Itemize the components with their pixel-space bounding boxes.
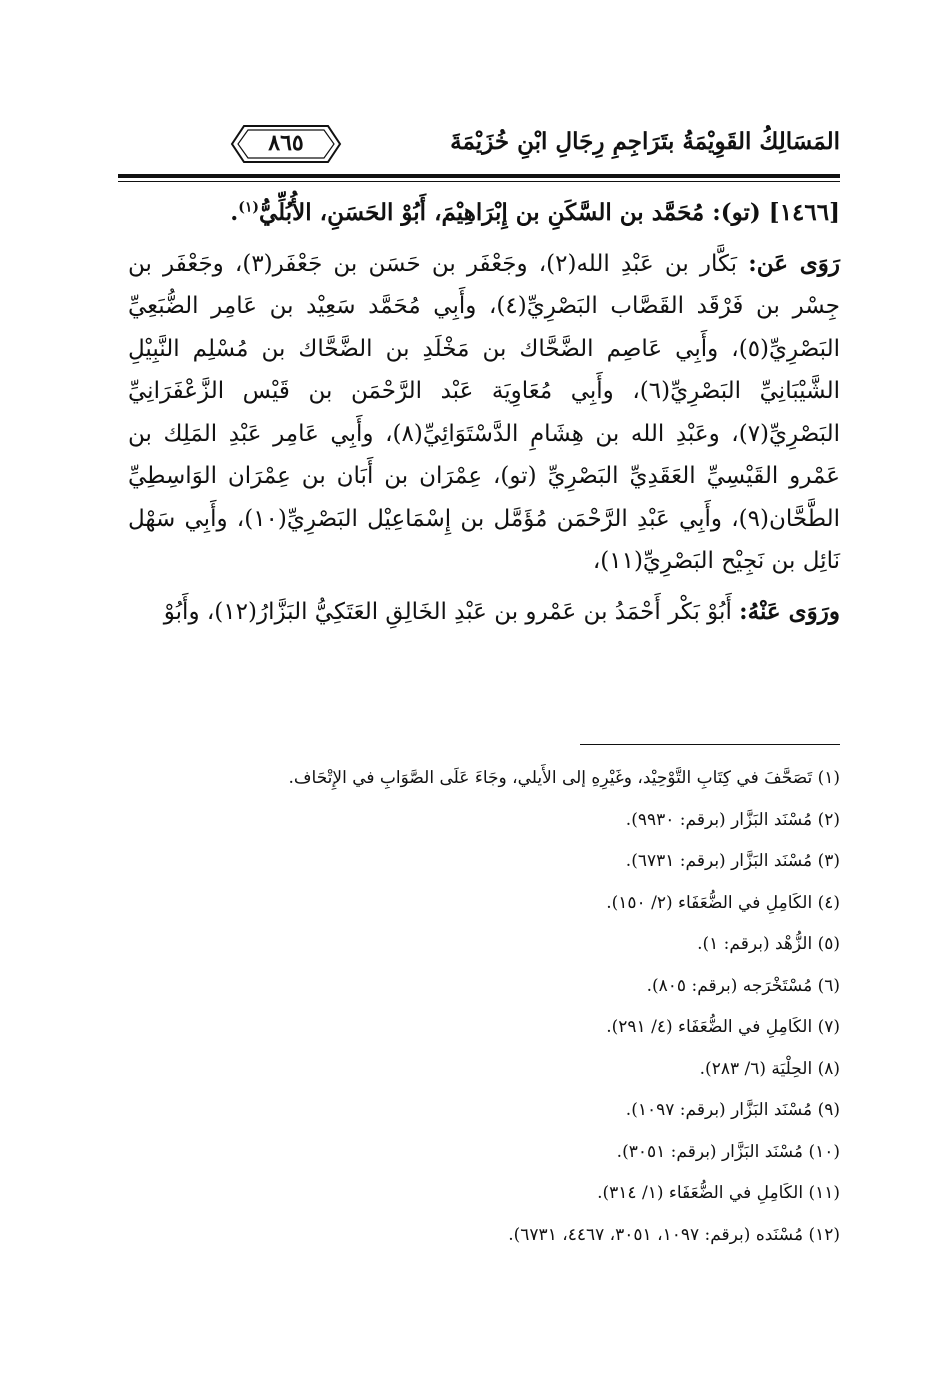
narrated-by-paragraph — [128, 591, 840, 634]
footnote: (٣) مُسْنَد البَزَّار (برقم: ٦٧٣١). — [625, 851, 840, 871]
footnote: (١٢) مُسْنَده (برقم: ١٠٩٧، ٣٠٥١، ٤٤٦٧، ٦٧٣١). — [508, 1224, 840, 1245]
header-rule-thin — [118, 181, 840, 182]
footnote: (٦) مُسْتَخْرَجه (برقم: ٨٠٥). — [646, 975, 840, 996]
footnote: (٤) الكَامِلِ في الضُّعَفَاء (٢/ ١٥٠). — [606, 892, 840, 913]
footnote: (٧) الكَامِلِ في الضُّعَفَاء (٤/ ٢٩١). — [606, 1017, 840, 1037]
running-title: المَسَالِكُ القَوِيْمَةُ بتَرَاجِمِ رِجَالِ ابْنِ خُزَيْمَةَ — [450, 128, 840, 155]
footnote-ref: (١) — [238, 199, 259, 216]
main-text — [128, 192, 840, 633]
footnote-separator — [580, 744, 840, 745]
footnote: (١) تَصَحَّفَ في كِتَابِ التَّوْحِيْد، وغَيْرِهِ إلى الأَيلي، وجَاءَ عَلَى الصَّوَابِ في الإِتْحَاف. — [288, 768, 840, 788]
footnote: (٨) الحِلْيَة (٦/ ٢٨٣). — [699, 1058, 840, 1079]
narrated-from-lead: رَوَى عَن: — [748, 249, 840, 277]
page-header — [118, 104, 840, 174]
entry-title: [١٤٦٦] (تو): مُحَمَّد بن السَّكَنِ بن إِبْرَاهِيْمَ، أَبُوْ الحَسَنِ، الأُبُلِّيُّ — [258, 199, 840, 226]
footnote: (٩) مُسْنَد البَزَّار (برقم: ١٠٩٧). — [625, 1100, 840, 1120]
footnote: (١١) الكَامِلِ في الضُّعَفَاء (١/ ٣١٤). — [597, 1183, 840, 1203]
entry-heading: [١٤٦٦] (تو): مُحَمَّد بن السَّكَنِ بن إِبْرَاهِيْمَ، أَبُوْ الحَسَنِ، الأُبُلِّيُّ$^{(١)}$. — [230, 199, 840, 226]
header-rule — [118, 174, 840, 178]
footnote: (١٠) مُسْنَد البَزَّار (برقم: ٣٠٥١). — [616, 1141, 840, 1162]
footnote: (٢) مُسْنَد البَزَّار (برقم: ٩٩٣٠). — [625, 809, 840, 830]
narrated-from-text: بَكَّار بن عَبْدِ الله(٢)، وجَعْفَر بن حَسَن بن جَعْفَر(٣)، وجَعْفَر بن جِسْر بن فَرْقَد القَصَّاب البَصْرِيِّ(٤)، وأَبِي مُحَمَّد سَعِيْد بن عَامِر الضُّبَعِيِّ البَصْرِيِّ(٥)، وأَبِي عَاصِم الضَّحَّاك بن مَخْلَدِ بن الضَّحَّاك بن مُسْلِم النَّبِيْلِ الشَّيْبَانِيِّ البَصْرِيِّ(٦)، وأَبِي مُعَاوِيَة عَبْد الرَّحْمَن بن قَيْس الزَّعْفَرَانِيِّ البَصْرِيِّ(٧)، وعَبْدِ الله بن هِشَامِ الدَّسْتَوَائِيِّ(٨)، وأَبِي عَامِر عَبْدِ المَلِك بن عَمْرو القَيْسِيِّ العَقَدِيِّ البَصْرِيِّ (تو)، عِمْرَان بن أَبَان بن عِمْرَان الوَاسِطِيِّ الطَّحَّان(٩)، وأَبِي عَبْدِ الرَّحْمَن مُؤَمَّل بن إِسْمَاعِيْل البَصْرِيِّ(١٠)، وأَبِي سَهْل نَائِل بن نَجِيْح البَصْرِيِّ(١١)، — [128, 250, 841, 574]
page-number-frame — [230, 122, 342, 166]
footnotes — [128, 758, 840, 1256]
footnote: (٥) الزُّهْد (برقم: ١). — [697, 934, 840, 954]
narrated-by-lead: ورَوَى عَنْهُ: — [739, 597, 840, 625]
page-number: ٨٦٥ — [268, 130, 304, 156]
narrated-by-text: أَبُوْ بَكْر أَحْمَدُ بن عَمْرو بن عَبْدِ الخَالِقِ العَتَكِيُّ البَزَّارُ(١٢)، وأَبُوْ — [163, 598, 732, 625]
narrated-from-paragraph — [128, 243, 840, 583]
